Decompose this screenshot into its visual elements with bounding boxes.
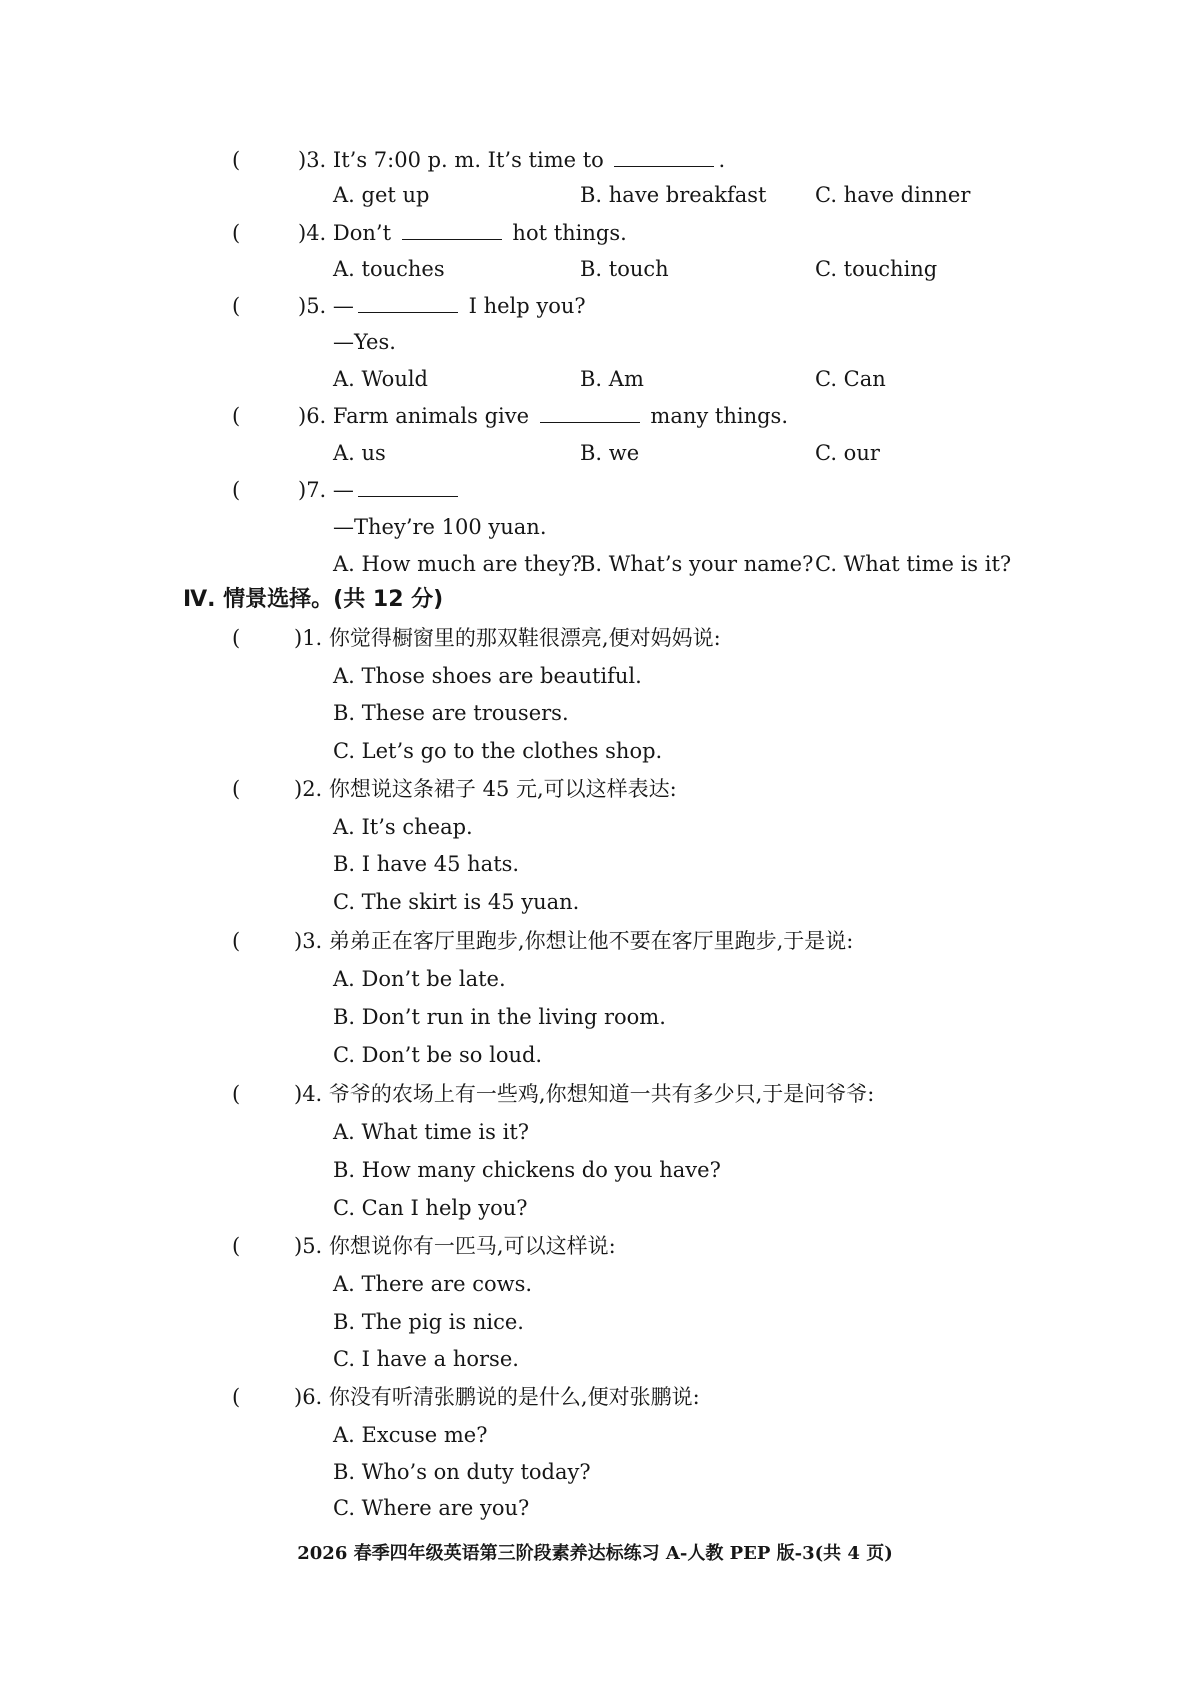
answer-bracket: (: [232, 1385, 241, 1409]
option-a: A. Don’t be late.: [333, 967, 506, 991]
section-title: Ⅳ. 情景选择。(共 12 分): [183, 587, 444, 612]
question-text: Don’t: [332, 221, 392, 245]
answer-bracket: (: [232, 148, 241, 172]
question-number: )3.: [298, 148, 327, 172]
answer-bracket: (: [232, 478, 241, 502]
answer-blank: [402, 219, 502, 240]
answer-blank: [358, 292, 458, 313]
option-b: B. Who’s on duty today?: [333, 1460, 591, 1484]
option-b: B. have breakfast: [580, 183, 767, 207]
option-a: A. us: [333, 441, 386, 465]
option-c: C. I have a horse.: [333, 1347, 519, 1371]
option-a: A. Would: [333, 367, 429, 391]
question-text: 你没有听清张鹏说的是什么,便对张鹏说:: [328, 1385, 700, 1409]
dialog-reply: —They’re 100 yuan.: [333, 515, 547, 539]
answer-blank: [614, 146, 714, 167]
option-a: A. get up: [333, 183, 430, 207]
option-c: C. What time is it?: [815, 552, 1012, 576]
answer-blank: [358, 476, 458, 497]
dialog-reply: —Yes.: [333, 330, 396, 354]
question-dash: —: [332, 294, 354, 318]
answer-bracket: (: [232, 777, 241, 801]
option-c: C. touching: [815, 257, 938, 281]
answer-blank: [540, 402, 640, 423]
question-text: 弟弟正在客厅里跑步,你想让他不要在客厅里跑步,于是说:: [328, 929, 854, 953]
option-b: B. These are trousers.: [333, 701, 569, 725]
question-text: It’s 7:00 p. m. It’s time to: [332, 148, 604, 172]
question-text: 你想说你有一匹马,可以这样说:: [328, 1234, 616, 1258]
option-a: A. Those shoes are beautiful.: [333, 664, 642, 688]
question-number: )3.: [294, 929, 323, 953]
question-number: )6.: [298, 404, 327, 428]
question-dash: —: [332, 478, 354, 502]
situation-3: [294, 927, 853, 955]
option-c: C. Can: [815, 367, 886, 391]
question-number: )6.: [294, 1385, 323, 1409]
option-a: A. touches: [333, 257, 445, 281]
answer-bracket: (: [232, 626, 241, 650]
option-b: B. touch: [580, 257, 669, 281]
question-text-end: hot things.: [512, 221, 627, 245]
question-number: )1.: [294, 626, 323, 650]
option-c: C. The skirt is 45 yuan.: [333, 890, 580, 914]
question-text: 爷爷的农场上有一些鸡,你想知道一共有多少只,于是问爷爷:: [328, 1082, 875, 1106]
answer-bracket: (: [232, 1082, 241, 1106]
option-c: C. Where are you?: [333, 1496, 530, 1520]
option-b: B. Am: [580, 367, 644, 391]
option-a: A. It’s cheap.: [333, 815, 473, 839]
question-number: )5.: [294, 1234, 323, 1258]
question-text-end: .: [718, 148, 726, 172]
situation-2: [294, 775, 677, 803]
question-5: [298, 292, 586, 320]
answer-bracket: (: [232, 404, 241, 428]
option-c: C. our: [815, 441, 880, 465]
option-a: A. Excuse me?: [333, 1423, 488, 1447]
question-text-end: many things.: [650, 404, 789, 428]
question-7: [298, 476, 462, 504]
option-c: C. Can I help you?: [333, 1196, 528, 1220]
situation-5: [294, 1232, 616, 1260]
option-b: B. How many chickens do you have?: [333, 1158, 721, 1182]
question-number: )5.: [298, 294, 327, 318]
option-c: C. Let’s go to the clothes shop.: [333, 739, 663, 763]
option-b: B. we: [580, 441, 640, 465]
question-number: )4.: [294, 1082, 323, 1106]
question-3: [298, 146, 725, 174]
option-a: A. What time is it?: [333, 1120, 530, 1144]
question-number: )2.: [294, 777, 323, 801]
option-b: B. I have 45 hats.: [333, 852, 520, 876]
option-c: C. have dinner: [815, 183, 971, 207]
option-a: A. There are cows.: [333, 1272, 533, 1296]
page-footer: 2026 春季四年级英语第三阶段素养达标练习 A-人教 PEP 版-3(共 4 页): [297, 1543, 893, 1564]
question-text: 你觉得橱窗里的那双鞋很漂亮,便对妈妈说:: [328, 626, 721, 650]
answer-bracket: (: [232, 1234, 241, 1258]
answer-bracket: (: [232, 929, 241, 953]
question-6: [298, 402, 788, 430]
option-b: B. Don’t run in the living room.: [333, 1005, 666, 1029]
question-text-end: I help you?: [468, 294, 586, 318]
option-b: B. What’s your name?: [580, 552, 814, 576]
option-a: A. How much are they?: [333, 552, 582, 576]
question-number: )7.: [298, 478, 327, 502]
question-4: [298, 219, 627, 247]
option-b: B. The pig is nice.: [333, 1310, 524, 1334]
question-number: )4.: [298, 221, 327, 245]
situation-1: [294, 624, 721, 652]
situation-6: [294, 1383, 700, 1411]
situation-4: [294, 1080, 874, 1108]
answer-bracket: (: [232, 221, 241, 245]
option-c: C. Don’t be so loud.: [333, 1043, 543, 1067]
question-text: 你想说这条裙子 45 元,可以这样表达:: [328, 777, 677, 801]
answer-bracket: (: [232, 294, 241, 318]
question-text: Farm animals give: [332, 404, 530, 428]
